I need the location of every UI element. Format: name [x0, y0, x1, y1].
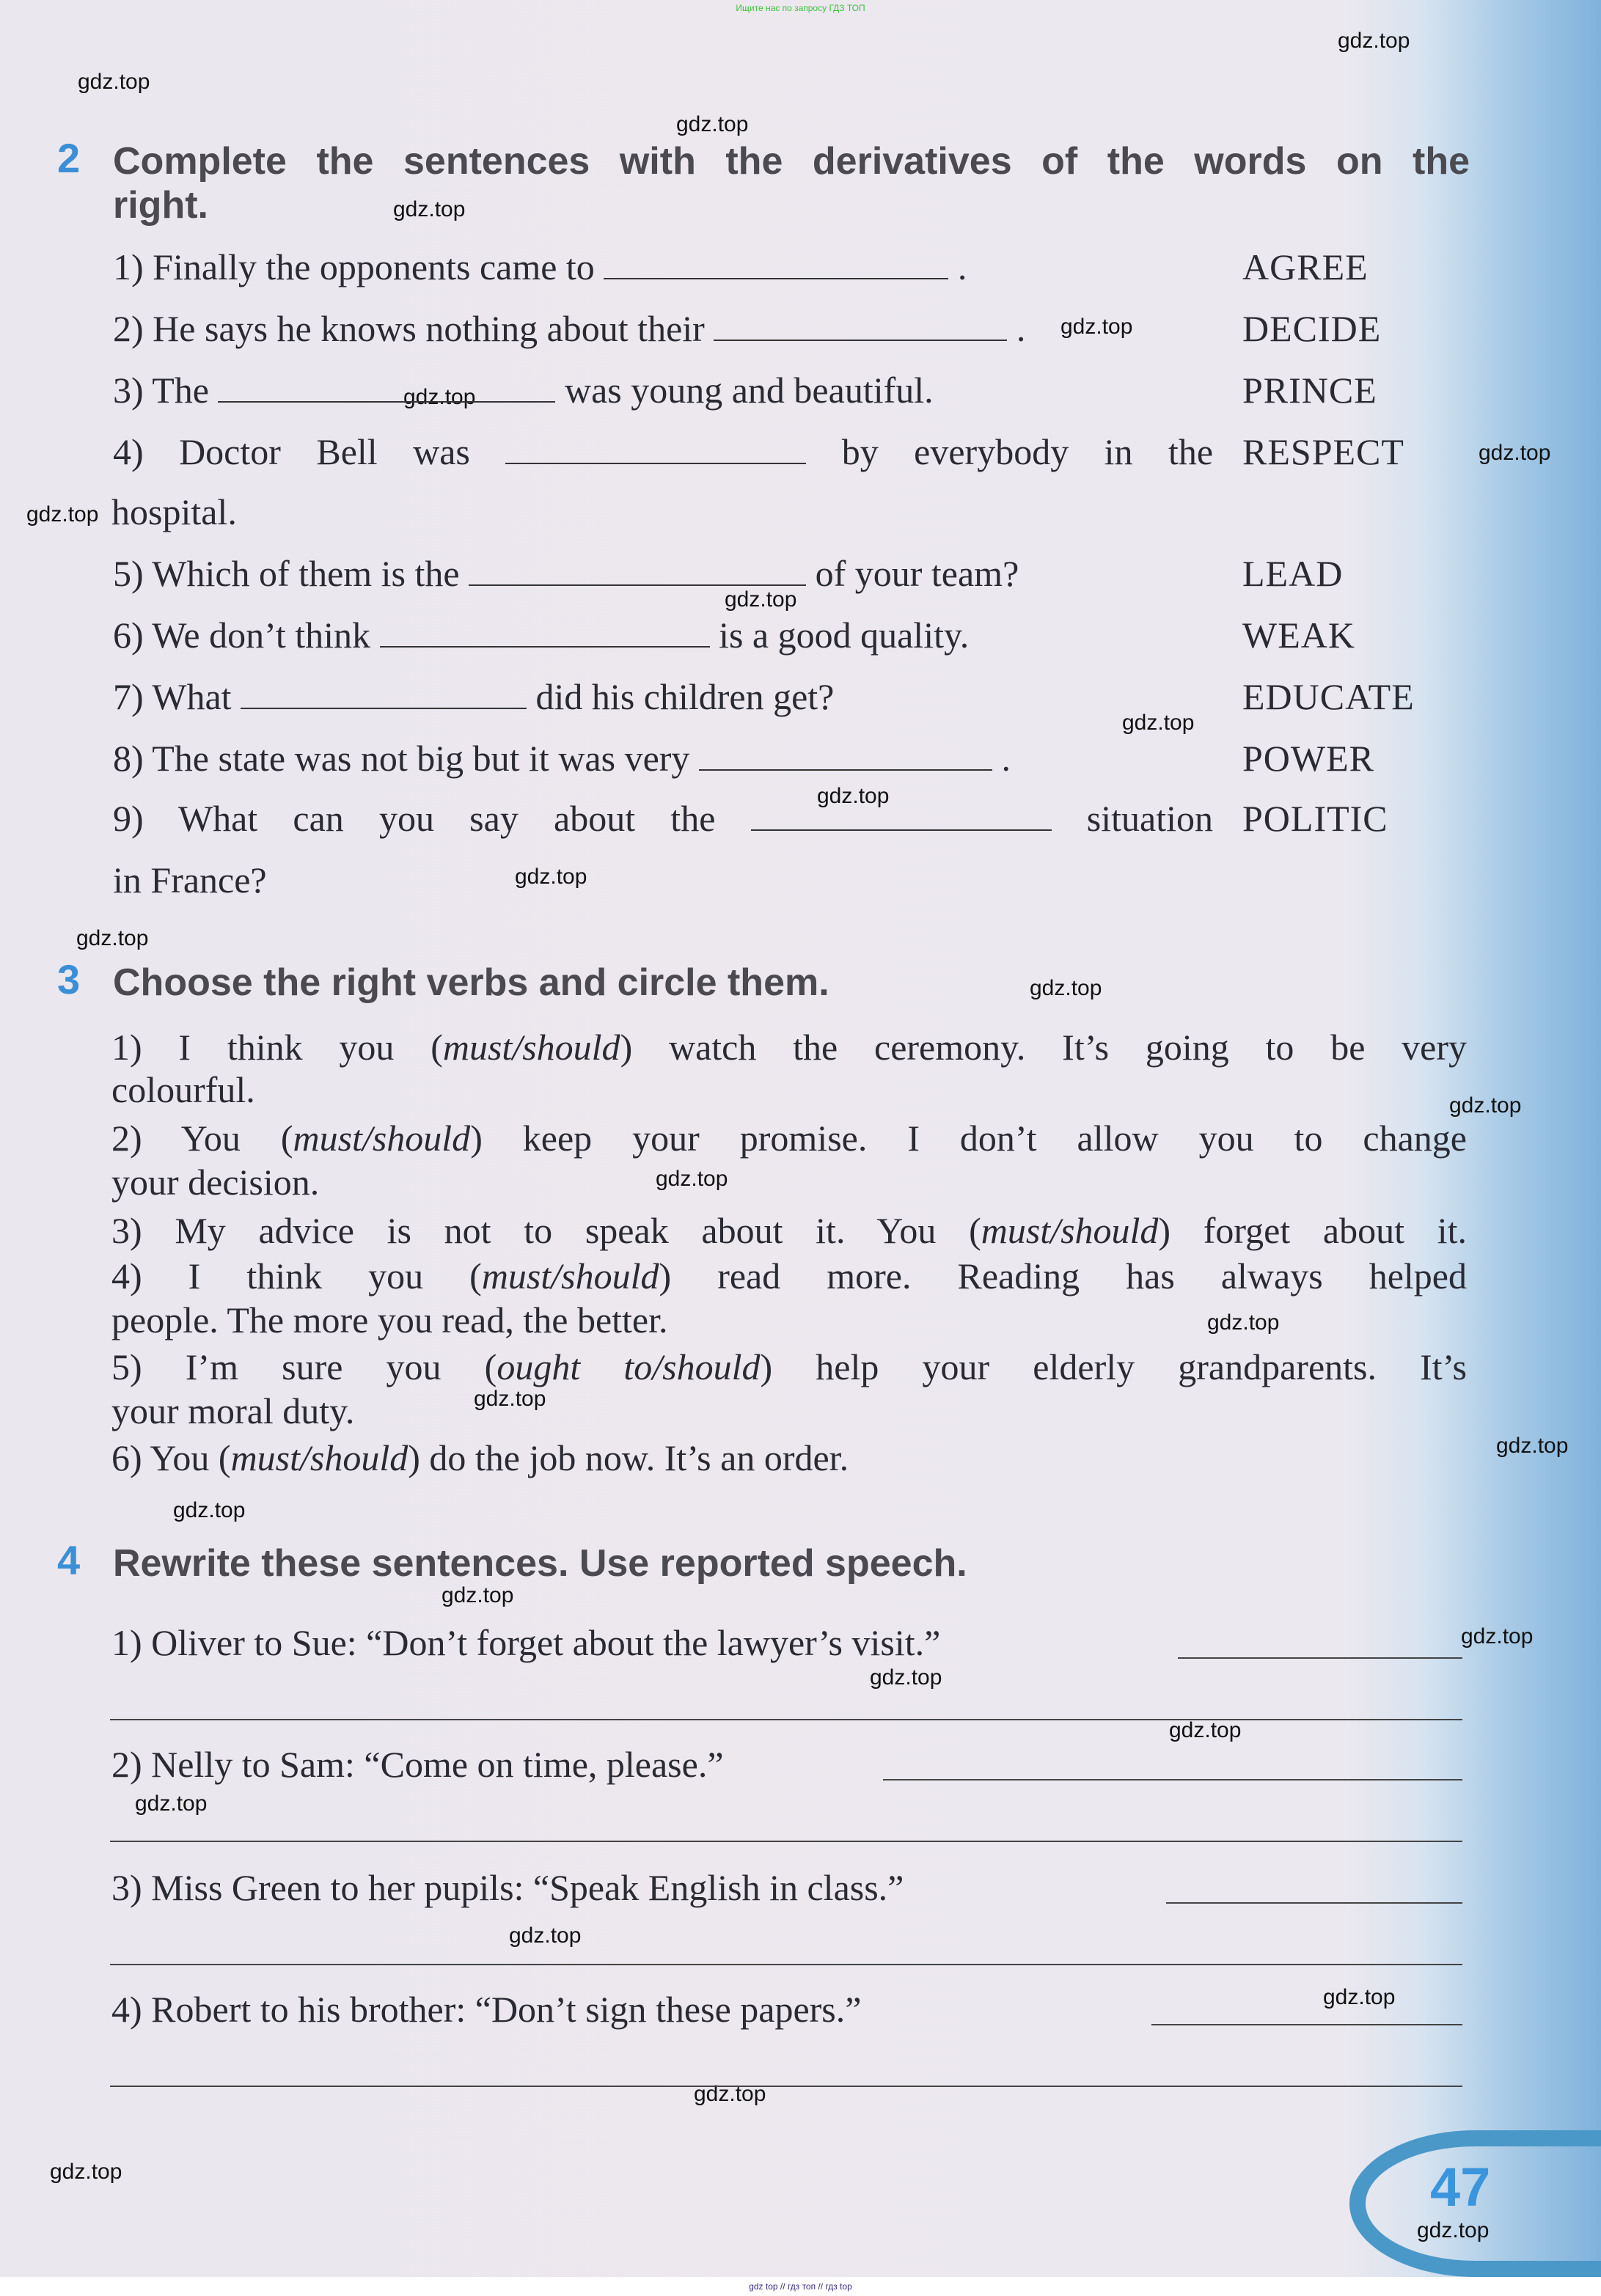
root-word: LEAD: [1242, 553, 1344, 594]
watermark: gdz.top: [474, 1387, 546, 1411]
item-text: 7) What: [113, 676, 232, 717]
item-text: 3) My advice is not to speak about it. You (: [111, 1210, 981, 1251]
watermark: gdz.top: [515, 865, 587, 889]
exercise-4-number: 4: [57, 1537, 81, 1583]
item-text: 2) He says he knows nothing about their: [113, 308, 705, 349]
item-text: 6) You (: [111, 1437, 231, 1478]
root-word: EDUCATE: [1242, 676, 1415, 717]
item-text: 9) What can you say about the: [113, 798, 716, 839]
watermark: gdz.top: [1449, 1093, 1522, 1118]
answer-blank[interactable]: [751, 797, 1052, 831]
root-word: AGREE: [1242, 246, 1369, 287]
exercise-3-item: [111, 1116, 1467, 1160]
exercise-4-item: 1) Oliver to Sue: “Don’t forget about the lawyer’s visit.”: [111, 1622, 941, 1663]
answer-blank[interactable]: [505, 430, 806, 464]
item-text: 4) Doctor Bell was: [113, 431, 470, 472]
item-continuation: colourful.: [111, 1069, 255, 1110]
modal-choice[interactable]: ought to/should: [497, 1346, 761, 1387]
item-text: 1) Finally the opponents came to: [113, 246, 595, 287]
answer-line[interactable]: [110, 1719, 1462, 1720]
exercise-2-number: 2: [57, 135, 81, 181]
exercise-2-item: [113, 307, 1025, 351]
exercise-2-title: Complete the sentences with the derivatives of the words on the: [113, 140, 1470, 183]
watermark: gdz.top: [173, 1498, 246, 1522]
watermark: gdz.top: [817, 784, 890, 808]
watermark: gdz.top: [1030, 976, 1102, 1000]
item-text-after: situation: [1086, 798, 1214, 839]
item-text-after: did his children get?: [535, 676, 835, 717]
footer-links: gdz top // гдз топ // гдз top: [0, 2277, 1601, 2296]
answer-blank[interactable]: [218, 369, 555, 403]
item-text: 5) I’m sure you (: [111, 1346, 497, 1387]
answer-line[interactable]: [110, 1841, 1462, 1842]
watermark: gdz.top: [1122, 711, 1195, 735]
exercise-3-item: [111, 1025, 1467, 1069]
exercise-2-item: [113, 675, 834, 719]
exercise-2-title-cont: right.: [113, 184, 208, 227]
modal-choice[interactable]: must/should: [442, 1027, 620, 1068]
exercise-2-item: [113, 736, 1011, 780]
root-word: DECIDE: [1242, 308, 1382, 349]
exercise-3-title: Choose the right verbs and circle them.: [113, 961, 829, 1004]
watermark: gdz.top: [1479, 441, 1551, 465]
item-text-after: ) read more. Reading has always helped: [659, 1255, 1467, 1296]
item-text-after: ) forget about it.: [1158, 1210, 1467, 1251]
item-text-after: ) do the job now. It’s an order.: [408, 1437, 849, 1478]
modal-choice[interactable]: must/should: [293, 1118, 471, 1159]
item-continuation: your moral duty.: [111, 1390, 355, 1431]
exercise-2-item: [113, 245, 967, 289]
root-word: POWER: [1242, 738, 1374, 779]
watermark: gdz.top: [50, 2160, 122, 2184]
watermark: gdz.top: [403, 385, 476, 409]
exercise-2-item: [113, 613, 969, 657]
answer-blank[interactable]: [714, 307, 1007, 341]
item-text: 5) Which of them is the: [113, 553, 460, 594]
item-continuation: in France?: [113, 859, 267, 901]
item-text-after: was young and beautiful.: [564, 370, 934, 411]
item-text-after: ) keep your promise. I don’t allow you to change: [470, 1118, 1467, 1159]
item-text: 1) I think you (: [111, 1027, 443, 1068]
watermark: gdz.top: [442, 1583, 514, 1607]
exercise-3-item: [111, 1345, 1467, 1389]
root-word: WEAK: [1242, 615, 1355, 656]
item-continuation: your decision.: [111, 1162, 320, 1203]
item-text: 4) I think you (: [111, 1255, 482, 1296]
watermark: gdz.top: [509, 1923, 582, 1948]
answer-line[interactable]: [883, 1779, 1462, 1780]
watermark: gdz.top: [725, 587, 797, 612]
root-word: PRINCE: [1242, 370, 1377, 411]
root-word: RESPECT: [1242, 431, 1404, 472]
exercise-3-number: 3: [57, 956, 81, 1002]
exercise-4-item: 4) Robert to his brother: “Don’t sign these papers.”: [111, 1989, 862, 2030]
answer-blank[interactable]: [699, 737, 992, 771]
item-text-after: by everybody in the: [841, 431, 1214, 472]
watermark: gdz.top: [78, 70, 150, 94]
watermark: gdz.top: [1417, 2218, 1490, 2242]
item-text: 6) We don’t think: [113, 615, 371, 656]
watermark: gdz.top: [1169, 1718, 1242, 1742]
answer-line[interactable]: [110, 1964, 1462, 1965]
exercise-3-item: [111, 1436, 1467, 1480]
exercise-3-item: [111, 1208, 1467, 1252]
watermark: gdz.top: [870, 1665, 942, 1690]
answer-line[interactable]: [1166, 1902, 1462, 1904]
watermark: gdz.top: [1338, 29, 1410, 53]
item-text-after: is a good quality.: [719, 615, 970, 656]
item-text-after: of your team?: [815, 553, 1019, 594]
answer-line[interactable]: [1151, 2024, 1462, 2025]
watermark: gdz.top: [656, 1167, 728, 1191]
root-word: POLITIC: [1242, 798, 1388, 839]
watermark: gdz.top: [1496, 1434, 1569, 1458]
exercise-2-item: [113, 368, 934, 412]
item-continuation: people. The more you read, the better.: [111, 1299, 668, 1340]
exercise-2-item: [113, 551, 1019, 595]
exercise-2-item: [113, 430, 1213, 474]
search-banner: Ищите нас по запросу ГДЗ ТОП: [736, 3, 865, 13]
watermark: gdz.top: [76, 926, 149, 950]
exercise-4-item: 3) Miss Green to her pupils: “Speak English in class.”: [111, 1867, 904, 1908]
watermark: gdz.top: [694, 2082, 766, 2106]
exercise-4-title: Rewrite these sentences. Use reported speech.: [113, 1542, 967, 1585]
item-text-after: ) help your elderly grandparents. It’s: [760, 1346, 1468, 1387]
exercise-4-item: 2) Nelly to Sam: “Come on time, please.”: [111, 1744, 724, 1785]
modal-choice[interactable]: must/should: [230, 1437, 409, 1478]
item-text: 8) The state was not big but it was very: [113, 738, 690, 779]
item-text: 3) The: [113, 370, 209, 411]
exercise-2-item: [113, 796, 1213, 840]
watermark: gdz.top: [1060, 315, 1133, 339]
modal-choice[interactable]: must/should: [981, 1210, 1159, 1251]
exercise-3-item: [111, 1254, 1467, 1298]
modal-choice[interactable]: must/should: [481, 1255, 659, 1296]
watermark: gdz.top: [1323, 1985, 1396, 2009]
item-text-after: ) watch the ceremony. It’s going to be very: [620, 1027, 1468, 1068]
watermark: gdz.top: [26, 502, 99, 527]
item-text: 2) You (: [111, 1118, 293, 1159]
watermark: gdz.top: [1207, 1310, 1280, 1335]
watermark: gdz.top: [676, 112, 749, 136]
watermark: gdz.top: [135, 1791, 208, 1816]
answer-line[interactable]: [110, 2086, 1462, 2087]
answer-line[interactable]: [1178, 1657, 1462, 1659]
watermark: gdz.top: [1461, 1624, 1534, 1648]
watermark: gdz.top: [393, 197, 466, 221]
answer-blank[interactable]: [604, 246, 948, 279]
item-text-after: .: [957, 246, 967, 287]
item-text-after: .: [1001, 738, 1011, 779]
answer-blank[interactable]: [469, 552, 806, 586]
page-number: 47: [1430, 2157, 1491, 2218]
answer-blank[interactable]: [380, 614, 710, 648]
item-continuation: hospital.: [111, 491, 237, 532]
answer-blank[interactable]: [241, 675, 527, 709]
item-text-after: .: [1016, 308, 1026, 349]
